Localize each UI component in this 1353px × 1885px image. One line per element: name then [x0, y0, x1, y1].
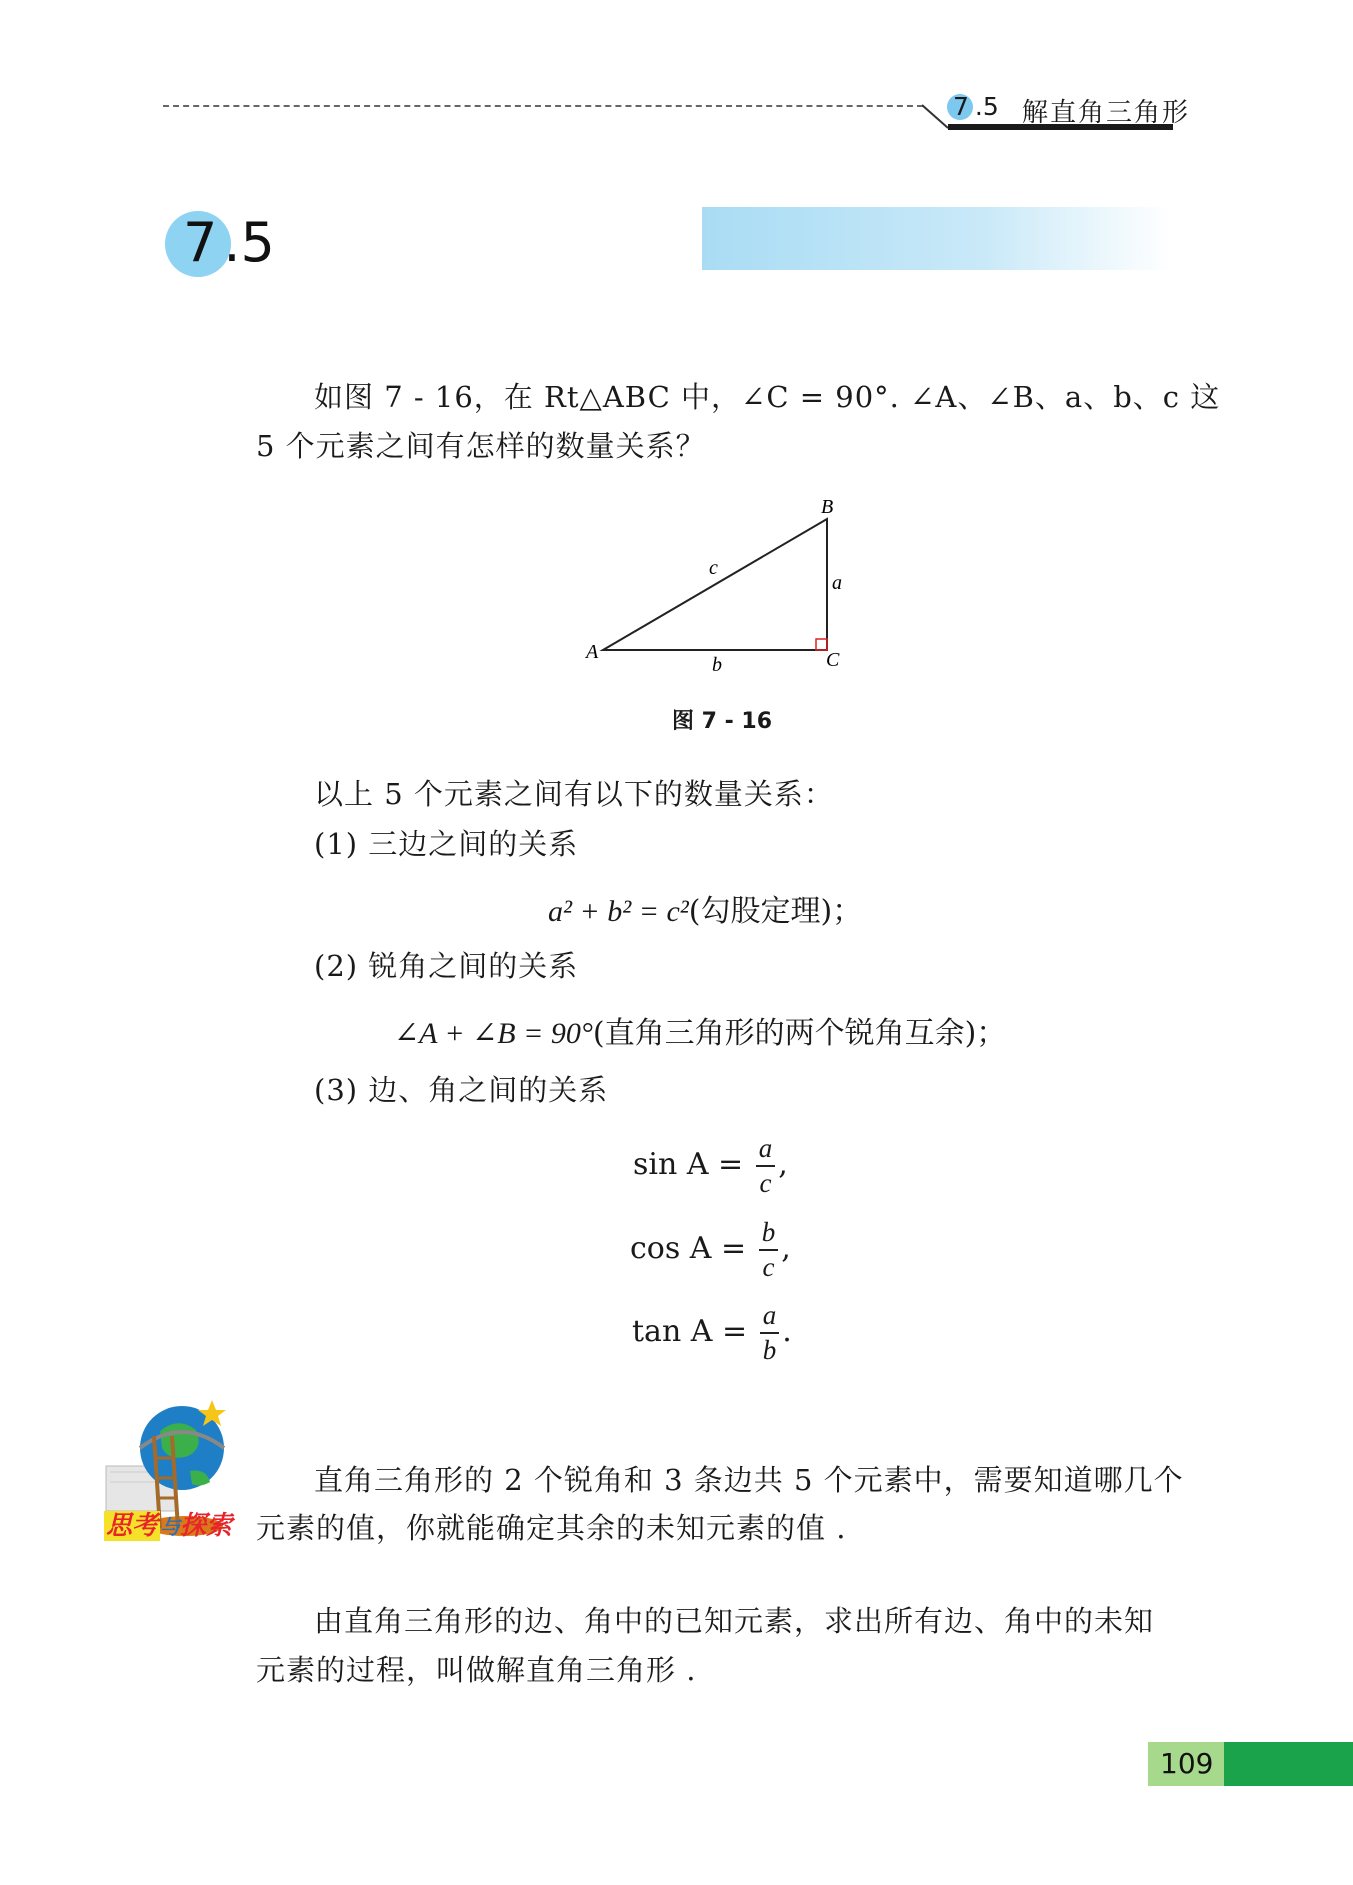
- relation-1-title: (1) 三边之间的关系: [314, 827, 579, 861]
- header-title: 解直角三角形: [1022, 98, 1191, 128]
- sine-formula: sin A = $\frac{a}{c}$ ,: [633, 1133, 788, 1198]
- header-dashed-rule: [163, 105, 923, 107]
- complementary-angles-formula: ∠A + ∠B = 90°: [394, 1017, 593, 1050]
- pythagorean-formula: a² + b² = c²: [548, 895, 689, 928]
- intro-paragraph-line-2: 5 个元素之间有怎样的数量关系？: [256, 429, 706, 463]
- tangent-formula: tan A = $\frac{a}{b}$ .: [632, 1300, 792, 1365]
- page-number: 109: [1160, 1747, 1214, 1780]
- definition-line-1: 由直角三角形的边、角中的已知元素，求出所有边、角中的未知: [314, 1604, 1155, 1638]
- side-b-label: b: [712, 654, 722, 676]
- relations-lead: 以上 5 个元素之间有以下的数量关系：: [314, 777, 834, 811]
- figure-caption: 图 7 - 16: [672, 709, 773, 734]
- relation-1-formula-row: [548, 886, 862, 930]
- pythagorean-note: (勾股定理)；: [688, 894, 863, 929]
- section-number: 7 .5: [183, 211, 275, 274]
- section-title-bar: [702, 207, 1172, 270]
- side-c-label: c: [709, 557, 718, 579]
- vertex-c-label: C: [826, 649, 840, 671]
- intro-paragraph-line-1: 如图 7 - 16，在 Rt△ABC 中，∠C = 90°. ∠A、∠B、a、b、c 这: [314, 380, 1221, 414]
- vertex-a-label: A: [586, 641, 599, 663]
- relation-2-title: (2) 锐角之间的关系: [314, 949, 579, 983]
- definition-line-2: 元素的过程，叫做解直角三角形 .: [256, 1653, 697, 1687]
- header-chapter-number: 7 .5: [953, 92, 999, 121]
- think-explore-badge: 思考 与探索: [106, 1511, 233, 1541]
- vertex-b-label: B: [821, 496, 834, 518]
- think-paragraph-line-1: 直角三角形的 2 个锐角和 3 条边共 5 个元素中，需要知道哪几个: [314, 1463, 1184, 1497]
- triangle-outline: [603, 519, 827, 650]
- relation-3-title: (3) 边、角之间的关系: [314, 1073, 609, 1107]
- page-number-green-bar: [1224, 1742, 1353, 1786]
- figure-right-triangle: [580, 495, 850, 685]
- think-paragraph-line-2: 元素的值，你就能确定其余的未知元素的值 .: [256, 1511, 847, 1545]
- relation-2-formula-row: [394, 1008, 1006, 1052]
- side-a-label: a: [832, 572, 842, 594]
- cosine-formula: cos A = $\frac{b}{c}$ ,: [630, 1217, 791, 1282]
- complementary-angles-note: (直角三角形的两个锐角互余)；: [592, 1016, 1007, 1051]
